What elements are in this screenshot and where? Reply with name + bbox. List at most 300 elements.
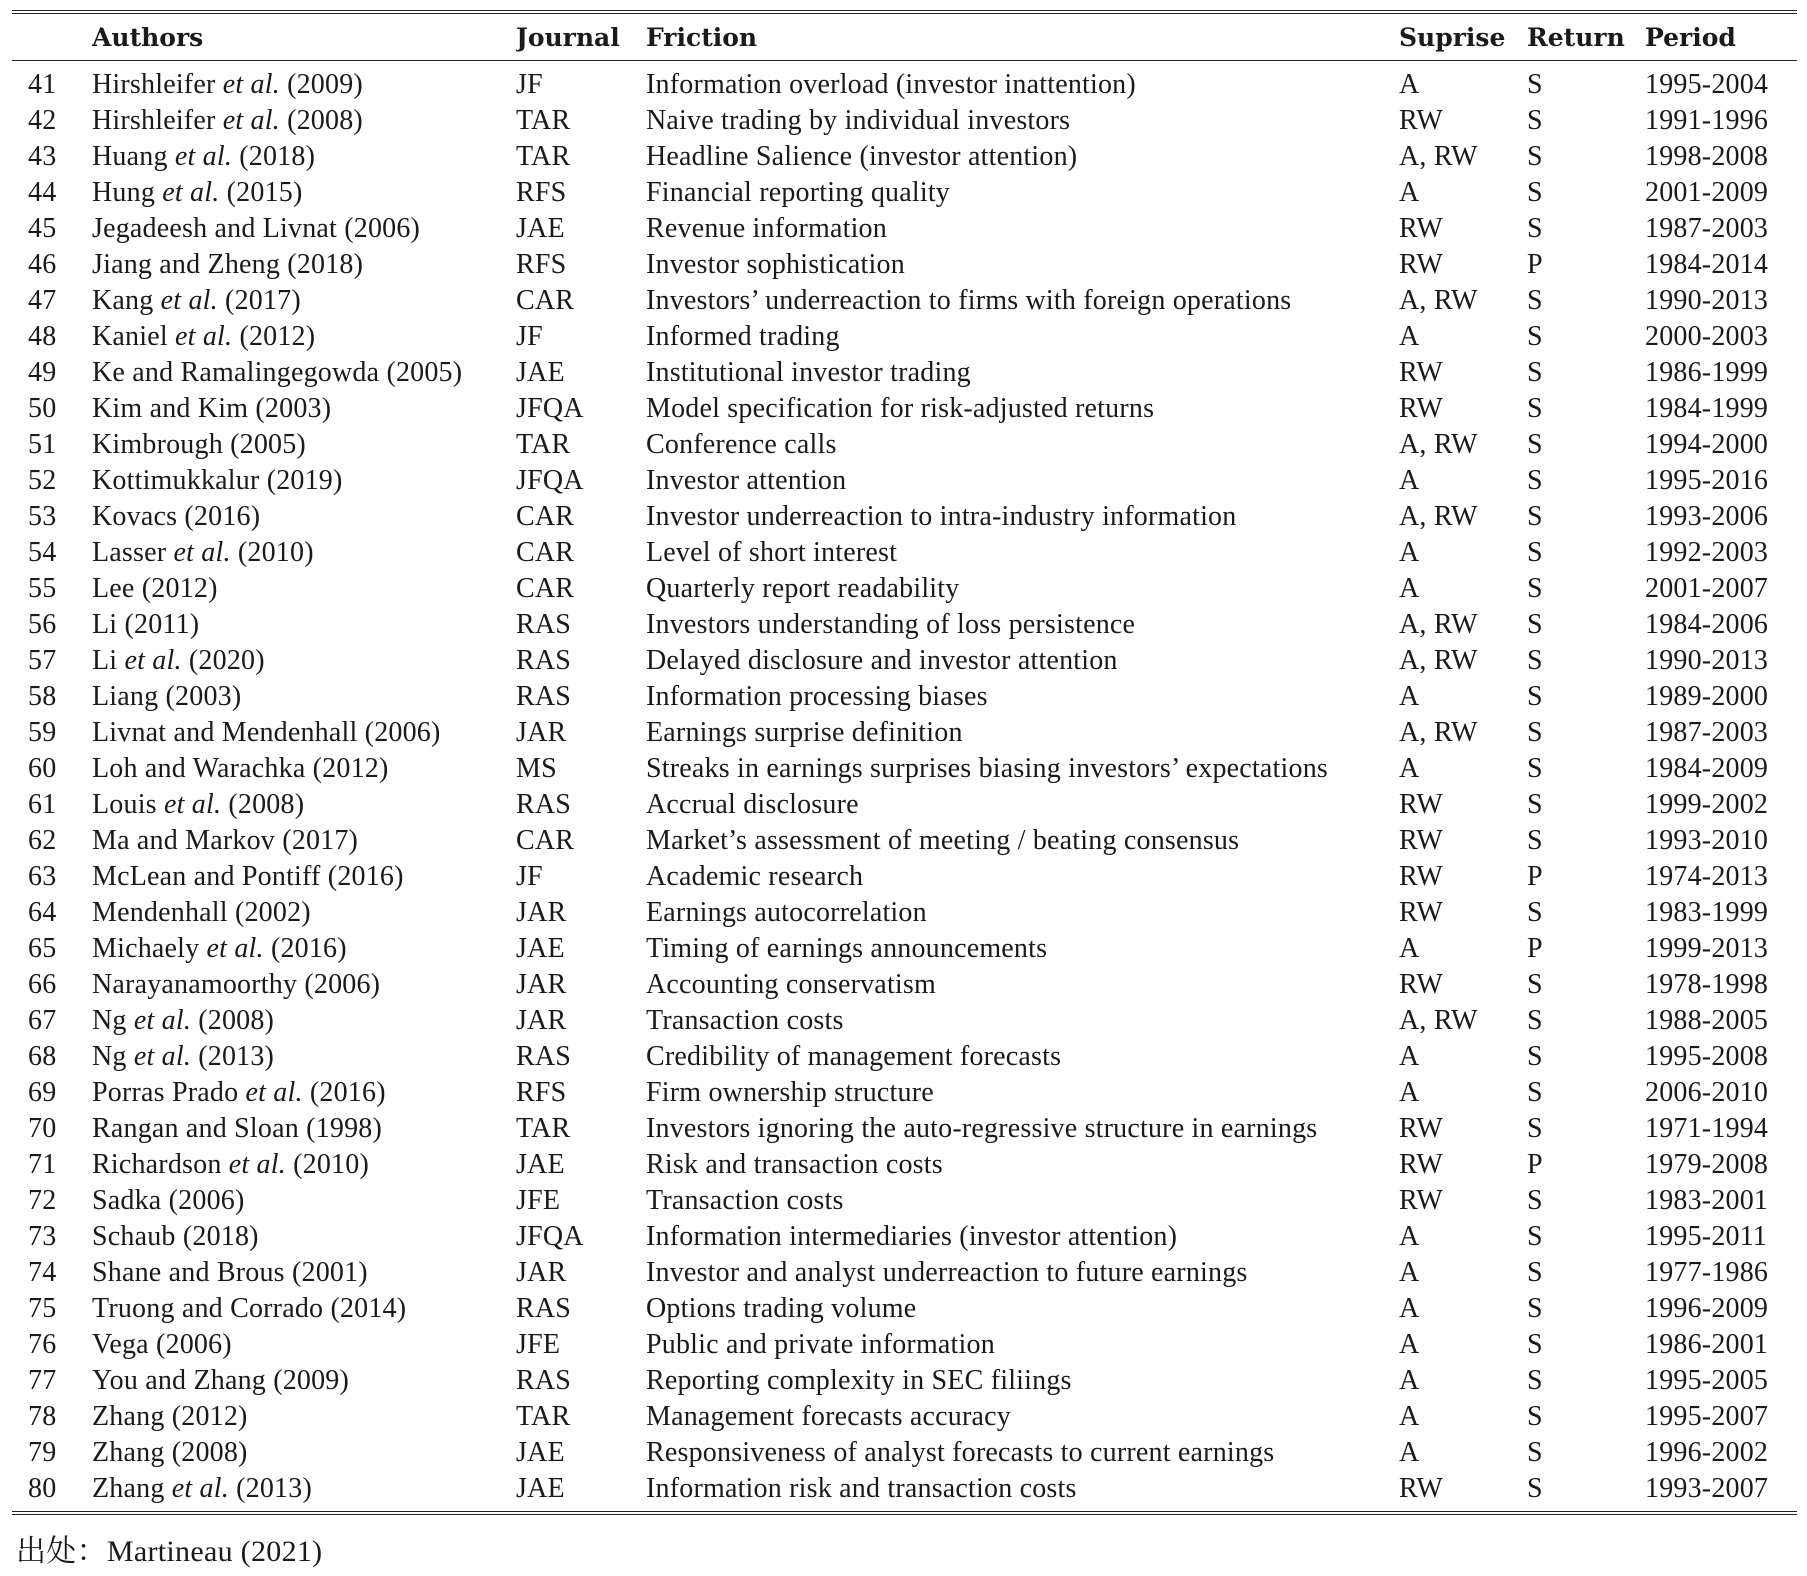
row-period: 1984-2009 bbox=[1645, 753, 1769, 784]
row-journal: RAS bbox=[516, 1365, 572, 1396]
row-return: P bbox=[1527, 861, 1543, 892]
row-friction: Information processing biases bbox=[646, 681, 988, 712]
table-body bbox=[12, 61, 1797, 1507]
row-friction: Level of short interest bbox=[646, 537, 898, 568]
row-journal: JFQA bbox=[516, 1221, 584, 1252]
row-surprise: RW bbox=[1399, 1473, 1443, 1504]
row-friction: Conference calls bbox=[646, 429, 837, 460]
row-journal: JAR bbox=[516, 897, 567, 928]
row-authors bbox=[92, 1471, 516, 1507]
row-return: S bbox=[1527, 645, 1543, 676]
row-friction: Revenue information bbox=[646, 213, 887, 244]
row-friction: Delayed disclosure and investor attention bbox=[646, 645, 1118, 676]
table-row bbox=[12, 895, 1797, 931]
row-journal: JFE bbox=[516, 1185, 561, 1216]
row-return: S bbox=[1527, 1005, 1543, 1036]
et-al: et al. bbox=[228, 1149, 286, 1180]
author-name: You and Zhang bbox=[92, 1365, 266, 1396]
row-surprise: A, RW bbox=[1399, 717, 1478, 748]
row-friction: Timing of earnings announcements bbox=[646, 933, 1048, 964]
row-friction: Public and private information bbox=[646, 1329, 995, 1360]
author-year: (2018) bbox=[239, 141, 316, 172]
row-period: 1996-2002 bbox=[1645, 1437, 1769, 1468]
row-authors bbox=[92, 1255, 516, 1291]
author-year: (2017) bbox=[282, 825, 359, 856]
row-period: 1990-2013 bbox=[1645, 285, 1769, 316]
table-header bbox=[12, 14, 1797, 60]
header-journal: Journal bbox=[516, 22, 620, 52]
table-row bbox=[12, 967, 1797, 1003]
row-authors bbox=[92, 355, 516, 391]
row-number: 64 bbox=[28, 897, 57, 928]
table-row bbox=[12, 607, 1797, 643]
row-period: 1979-2008 bbox=[1645, 1149, 1769, 1180]
row-journal: RFS bbox=[516, 177, 567, 208]
author-year: (2016) bbox=[309, 1077, 386, 1108]
row-authors bbox=[92, 139, 516, 175]
row-number: 55 bbox=[28, 573, 57, 604]
table-row bbox=[12, 1399, 1797, 1435]
author-name: McLean and Pontiff bbox=[92, 861, 321, 892]
row-authors bbox=[92, 967, 516, 1003]
table-row bbox=[12, 787, 1797, 823]
row-authors bbox=[92, 1039, 516, 1075]
table-row bbox=[12, 427, 1797, 463]
author-year: (2006) bbox=[155, 1329, 232, 1360]
header-row bbox=[12, 14, 1797, 60]
author-year: (2006) bbox=[304, 969, 381, 1000]
row-period: 1999-2013 bbox=[1645, 933, 1769, 964]
row-period: 1995-2011 bbox=[1645, 1221, 1768, 1252]
source-note: 出处：Martineau (2021) bbox=[16, 1535, 323, 1568]
row-surprise: A bbox=[1399, 1401, 1420, 1432]
row-surprise: RW bbox=[1399, 789, 1443, 820]
table-row bbox=[12, 931, 1797, 967]
et-al: et al. bbox=[174, 141, 233, 172]
table-row bbox=[12, 1003, 1797, 1039]
row-return: S bbox=[1527, 1365, 1543, 1396]
row-friction: Academic research bbox=[646, 861, 864, 892]
row-return: S bbox=[1527, 969, 1543, 1000]
author-name: Zhang bbox=[92, 1401, 165, 1432]
row-authors bbox=[92, 463, 516, 499]
row-number: 66 bbox=[28, 969, 57, 1000]
row-friction: Risk and transaction costs bbox=[646, 1149, 943, 1180]
author-year: (2018) bbox=[182, 1221, 259, 1252]
author-year: (2006) bbox=[344, 213, 421, 244]
table-row bbox=[12, 499, 1797, 535]
row-authors bbox=[92, 61, 516, 103]
row-surprise: RW bbox=[1399, 249, 1443, 280]
row-return: S bbox=[1527, 1257, 1543, 1288]
row-surprise: A bbox=[1399, 573, 1420, 604]
row-surprise: A, RW bbox=[1399, 141, 1478, 172]
row-number: 47 bbox=[28, 285, 57, 316]
table-row bbox=[12, 823, 1797, 859]
table-row bbox=[12, 61, 1797, 103]
row-return: S bbox=[1527, 105, 1543, 136]
row-surprise: A bbox=[1399, 1365, 1420, 1396]
row-friction: Information risk and transaction costs bbox=[646, 1473, 1077, 1504]
row-authors bbox=[92, 1327, 516, 1363]
row-period: 1974-2013 bbox=[1645, 861, 1769, 892]
table-row bbox=[12, 211, 1797, 247]
row-journal: RAS bbox=[516, 645, 572, 676]
row-authors bbox=[92, 751, 516, 787]
row-period: 1971-1994 bbox=[1645, 1113, 1769, 1144]
row-surprise: A, RW bbox=[1399, 1005, 1478, 1036]
author-year: (2011) bbox=[124, 609, 200, 640]
row-friction: Management forecasts accuracy bbox=[646, 1401, 1011, 1432]
row-journal: JFQA bbox=[516, 393, 584, 424]
row-friction: Market’s assessment of meeting / beating consensus bbox=[646, 825, 1240, 856]
author-name: Kim and Kim bbox=[92, 393, 249, 424]
table-row bbox=[12, 571, 1797, 607]
row-authors bbox=[92, 607, 516, 643]
author-year: (2019) bbox=[266, 465, 343, 496]
row-friction: Transaction costs bbox=[646, 1185, 844, 1216]
row-surprise: A bbox=[1399, 753, 1420, 784]
row-surprise: A, RW bbox=[1399, 429, 1478, 460]
row-journal: TAR bbox=[516, 429, 571, 460]
row-period: 1993-2007 bbox=[1645, 1473, 1769, 1504]
row-surprise: RW bbox=[1399, 861, 1443, 892]
table-row bbox=[12, 1075, 1797, 1111]
row-authors bbox=[92, 1111, 516, 1147]
row-friction: Accrual disclosure bbox=[646, 789, 859, 820]
author-name: Jegadeesh and Livnat bbox=[92, 213, 338, 244]
author-year: (2012) bbox=[171, 1401, 248, 1432]
author-name: Michaely bbox=[92, 933, 200, 964]
row-journal: JAE bbox=[516, 213, 565, 244]
row-period: 1995-2016 bbox=[1645, 465, 1769, 496]
row-period: 1996-2009 bbox=[1645, 1293, 1769, 1324]
row-surprise: RW bbox=[1399, 213, 1443, 244]
row-friction: Information intermediaries (investor attention) bbox=[646, 1221, 1178, 1252]
row-journal: JAR bbox=[516, 1005, 567, 1036]
row-return: S bbox=[1527, 1113, 1543, 1144]
row-return: S bbox=[1527, 753, 1543, 784]
row-number: 50 bbox=[28, 393, 57, 424]
row-journal: JAE bbox=[516, 1437, 565, 1468]
author-name: Kaniel bbox=[92, 321, 168, 352]
author-year: (2014) bbox=[330, 1293, 407, 1324]
table-row bbox=[12, 1435, 1797, 1471]
row-return: S bbox=[1527, 609, 1543, 640]
author-year: (2005) bbox=[386, 357, 463, 388]
row-journal: JF bbox=[516, 861, 543, 892]
author-name: Lee bbox=[92, 573, 135, 604]
literature-table-body bbox=[12, 61, 1797, 1507]
literature-table-container bbox=[12, 10, 1797, 1515]
author-year: (2001) bbox=[291, 1257, 368, 1288]
row-period: 2001-2009 bbox=[1645, 177, 1769, 208]
row-number: 45 bbox=[28, 213, 57, 244]
row-journal: TAR bbox=[516, 105, 571, 136]
row-number: 79 bbox=[28, 1437, 57, 1468]
author-name: Kottimukkalur bbox=[92, 465, 260, 496]
row-journal: RAS bbox=[516, 681, 572, 712]
row-surprise: A bbox=[1399, 1437, 1420, 1468]
author-year: (2012) bbox=[239, 321, 316, 352]
table-row bbox=[12, 355, 1797, 391]
row-return: S bbox=[1527, 285, 1543, 316]
row-surprise: A bbox=[1399, 1041, 1420, 1072]
author-name: Liang bbox=[92, 681, 159, 712]
row-return: S bbox=[1527, 321, 1543, 352]
row-surprise: A, RW bbox=[1399, 501, 1478, 532]
row-authors bbox=[92, 427, 516, 463]
row-journal: RAS bbox=[516, 1041, 572, 1072]
author-year: (2017) bbox=[225, 285, 301, 316]
table-row bbox=[12, 1111, 1797, 1147]
author-year: (2016) bbox=[270, 933, 347, 964]
row-friction: Earnings surprise definition bbox=[646, 717, 963, 748]
table-row bbox=[12, 1327, 1797, 1363]
row-return: S bbox=[1527, 1041, 1543, 1072]
et-al: et al. bbox=[173, 537, 231, 568]
table-row bbox=[12, 1471, 1797, 1507]
row-surprise: RW bbox=[1399, 1149, 1443, 1180]
row-number: 57 bbox=[28, 645, 57, 676]
row-period: 1987-2003 bbox=[1645, 213, 1769, 244]
row-number: 63 bbox=[28, 861, 57, 892]
row-authors bbox=[92, 391, 516, 427]
table-row bbox=[12, 319, 1797, 355]
row-period: 1977-1986 bbox=[1645, 1257, 1769, 1288]
row-number: 67 bbox=[28, 1005, 57, 1036]
row-journal: TAR bbox=[516, 1401, 571, 1432]
literature-table bbox=[12, 14, 1797, 60]
row-period: 1984-2014 bbox=[1645, 249, 1769, 280]
et-al: et al. bbox=[171, 1473, 229, 1504]
table-row bbox=[12, 1255, 1797, 1291]
row-period: 1983-1999 bbox=[1645, 897, 1769, 928]
author-year: (2008) bbox=[228, 789, 305, 820]
table-row bbox=[12, 391, 1797, 427]
row-friction: Information overload (investor inattention) bbox=[646, 69, 1136, 100]
row-period: 1983-2001 bbox=[1645, 1185, 1769, 1216]
row-return: S bbox=[1527, 1293, 1543, 1324]
row-journal: CAR bbox=[516, 825, 575, 856]
row-return: S bbox=[1527, 357, 1543, 388]
author-year: (2020) bbox=[188, 645, 265, 676]
row-number: 51 bbox=[28, 429, 57, 460]
author-year: (2006) bbox=[364, 717, 441, 748]
author-name: Kang bbox=[92, 285, 154, 316]
table-row bbox=[12, 247, 1797, 283]
row-return: P bbox=[1527, 933, 1543, 964]
author-year: (2009) bbox=[287, 69, 363, 100]
row-surprise: A bbox=[1399, 1221, 1420, 1252]
table-row bbox=[12, 859, 1797, 895]
row-number: 72 bbox=[28, 1185, 57, 1216]
row-number: 62 bbox=[28, 825, 57, 856]
row-surprise: RW bbox=[1399, 1185, 1443, 1216]
row-friction: Headline Salience (investor attention) bbox=[646, 141, 1078, 172]
row-journal: JAE bbox=[516, 1149, 565, 1180]
author-year: (2006) bbox=[168, 1185, 245, 1216]
table-row bbox=[12, 1219, 1797, 1255]
row-authors bbox=[92, 1075, 516, 1111]
row-journal: JFQA bbox=[516, 465, 584, 496]
et-al: et al. bbox=[163, 789, 222, 820]
row-return: S bbox=[1527, 465, 1543, 496]
row-friction: Investor underreaction to intra-industry information bbox=[646, 501, 1237, 532]
row-journal: CAR bbox=[516, 537, 575, 568]
row-period: 1994-2000 bbox=[1645, 429, 1769, 460]
row-period: 2006-2010 bbox=[1645, 1077, 1769, 1108]
row-period: 2000-2003 bbox=[1645, 321, 1769, 352]
author-year: (2013) bbox=[198, 1041, 275, 1072]
row-journal: CAR bbox=[516, 285, 575, 316]
table-row bbox=[12, 1291, 1797, 1327]
author-name: Loh and Warachka bbox=[92, 753, 306, 784]
table-row bbox=[12, 283, 1797, 319]
author-name: Shane and Brous bbox=[92, 1257, 285, 1288]
row-return: S bbox=[1527, 897, 1543, 928]
row-return: S bbox=[1527, 501, 1543, 532]
row-authors bbox=[92, 859, 516, 895]
row-authors bbox=[92, 715, 516, 751]
row-return: S bbox=[1527, 717, 1543, 748]
author-name: Narayanamoorthy bbox=[92, 969, 298, 1000]
header-period: Period bbox=[1645, 22, 1736, 52]
author-name: Lasser bbox=[92, 537, 167, 568]
row-number: 76 bbox=[28, 1329, 57, 1360]
row-period: 1991-1996 bbox=[1645, 105, 1769, 136]
table-row bbox=[12, 1183, 1797, 1219]
row-surprise: RW bbox=[1399, 969, 1443, 1000]
row-journal: JFE bbox=[516, 1329, 561, 1360]
row-friction: Naive trading by individual investors bbox=[646, 105, 1071, 136]
row-number: 44 bbox=[28, 177, 57, 208]
author-name: Li bbox=[92, 645, 118, 676]
row-period: 1986-1999 bbox=[1645, 357, 1769, 388]
row-friction: Streaks in earnings surprises biasing investors’ expectations bbox=[646, 753, 1328, 784]
row-friction: Investors ignoring the auto-regressive structure in earnings bbox=[646, 1113, 1318, 1144]
row-surprise: A bbox=[1399, 537, 1420, 568]
row-return: S bbox=[1527, 1185, 1543, 1216]
row-authors bbox=[92, 283, 516, 319]
row-period: 1989-2000 bbox=[1645, 681, 1769, 712]
row-authors bbox=[92, 931, 516, 967]
row-number: 54 bbox=[28, 537, 57, 568]
row-journal: JAE bbox=[516, 933, 565, 964]
row-journal: CAR bbox=[516, 573, 575, 604]
row-friction: Reporting complexity in SEC filiings bbox=[646, 1365, 1072, 1396]
author-name: Louis bbox=[92, 789, 157, 820]
row-authors bbox=[92, 679, 516, 715]
row-return: S bbox=[1527, 1473, 1543, 1504]
author-year: (2010) bbox=[293, 1149, 369, 1180]
row-number: 74 bbox=[28, 1257, 57, 1288]
row-number: 80 bbox=[28, 1473, 57, 1504]
row-friction: Investor sophistication bbox=[646, 249, 905, 280]
row-surprise: RW bbox=[1399, 825, 1443, 856]
row-period: 1986-2001 bbox=[1645, 1329, 1769, 1360]
row-authors bbox=[92, 1363, 516, 1399]
author-year: (2018) bbox=[287, 249, 364, 280]
author-year: (2003) bbox=[165, 681, 242, 712]
author-name: Truong and Corrado bbox=[92, 1293, 324, 1324]
row-journal: RAS bbox=[516, 1293, 572, 1324]
row-number: 46 bbox=[28, 249, 57, 280]
et-al: et al. bbox=[162, 177, 220, 208]
row-journal: JAR bbox=[516, 1257, 567, 1288]
row-authors bbox=[92, 247, 516, 283]
row-number: 75 bbox=[28, 1293, 57, 1324]
table-row bbox=[12, 715, 1797, 751]
author-name: Hirshleifer bbox=[92, 69, 216, 100]
row-surprise: A bbox=[1399, 1293, 1420, 1324]
et-al: et al. bbox=[175, 321, 233, 352]
row-number: 58 bbox=[28, 681, 57, 712]
row-authors bbox=[92, 319, 516, 355]
row-friction: Quarterly report readability bbox=[646, 573, 960, 604]
row-number: 78 bbox=[28, 1401, 57, 1432]
row-return: P bbox=[1527, 1149, 1543, 1180]
table-row bbox=[12, 679, 1797, 715]
row-journal: JAE bbox=[516, 357, 565, 388]
author-name: Porras Prado bbox=[92, 1077, 239, 1108]
row-journal: RFS bbox=[516, 249, 567, 280]
author-name: Rangan and Sloan bbox=[92, 1113, 299, 1144]
row-friction: Investors’ underreaction to firms with foreign operations bbox=[646, 285, 1292, 316]
row-return: S bbox=[1527, 573, 1543, 604]
row-friction: Responsiveness of analyst forecasts to current earnings bbox=[646, 1437, 1275, 1468]
row-number: 77 bbox=[28, 1365, 57, 1396]
row-journal: RAS bbox=[516, 609, 572, 640]
row-surprise: A, RW bbox=[1399, 609, 1478, 640]
author-year: (2005) bbox=[230, 429, 306, 460]
row-authors bbox=[92, 1291, 516, 1327]
author-name: Li bbox=[92, 609, 118, 640]
row-number: 52 bbox=[28, 465, 57, 496]
row-authors bbox=[92, 211, 516, 247]
author-year: (2008) bbox=[287, 105, 363, 136]
header-suprise: Suprise bbox=[1399, 22, 1506, 52]
row-journal: JAR bbox=[516, 717, 567, 748]
row-friction: Investor and analyst underreaction to future earnings bbox=[646, 1257, 1248, 1288]
row-friction: Earnings autocorrelation bbox=[646, 897, 927, 928]
row-return: P bbox=[1527, 249, 1543, 280]
row-journal: MS bbox=[516, 753, 557, 784]
author-year: (2003) bbox=[255, 393, 332, 424]
row-surprise: A, RW bbox=[1399, 645, 1478, 676]
row-journal: JAR bbox=[516, 969, 567, 1000]
table-row bbox=[12, 1363, 1797, 1399]
et-al: et al. bbox=[206, 933, 264, 964]
table-row bbox=[12, 103, 1797, 139]
author-name: Kovacs bbox=[92, 501, 178, 532]
author-name: Livnat and Mendenhall bbox=[92, 717, 358, 748]
header-authors: Authors bbox=[92, 22, 204, 52]
table-row bbox=[12, 175, 1797, 211]
row-period: 1990-2013 bbox=[1645, 645, 1769, 676]
row-period: 1993-2006 bbox=[1645, 501, 1769, 532]
row-surprise: RW bbox=[1399, 1113, 1443, 1144]
author-name: Hirshleifer bbox=[92, 105, 216, 136]
author-year: (2008) bbox=[198, 1005, 275, 1036]
row-number: 71 bbox=[28, 1149, 57, 1180]
author-name: Richardson bbox=[92, 1149, 222, 1180]
row-journal: JAE bbox=[516, 1473, 565, 1504]
row-authors bbox=[92, 535, 516, 571]
row-surprise: A bbox=[1399, 69, 1420, 100]
row-number: 73 bbox=[28, 1221, 57, 1252]
row-journal: TAR bbox=[516, 141, 571, 172]
